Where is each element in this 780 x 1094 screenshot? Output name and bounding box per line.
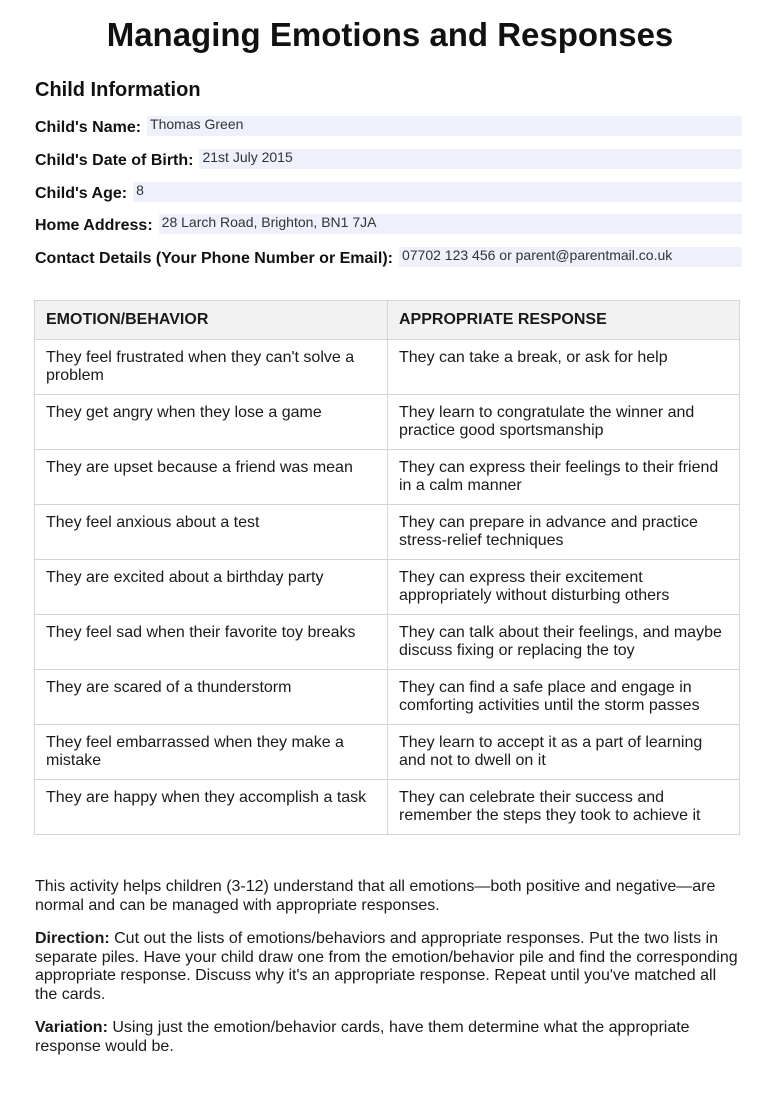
emotion-cell: They are excited about a birthday party bbox=[35, 559, 388, 614]
response-cell: They can celebrate their success and remember the steps they took to achieve it bbox=[388, 779, 740, 834]
table-header-row bbox=[35, 301, 740, 340]
table-row bbox=[35, 394, 740, 449]
page-title: Managing Emotions and Responses bbox=[106, 16, 674, 53]
table-row bbox=[35, 724, 740, 779]
emotion-cell: They get angry when they lose a game bbox=[35, 394, 388, 449]
table-row bbox=[35, 504, 740, 559]
response-cell: They learn to accept it as a part of learning and not to dwell on it bbox=[388, 724, 740, 779]
emotion-cell: They feel anxious about a test bbox=[35, 504, 388, 559]
response-cell: They can talk about their feelings, and maybe discuss fixing or replacing the toy bbox=[388, 614, 740, 669]
childs-age-label: Child's Age: bbox=[35, 185, 128, 202]
response-cell: They can prepare in advance and practice stress-relief techniques bbox=[388, 504, 740, 559]
childs-name-field[interactable]: Thomas Green bbox=[147, 116, 742, 136]
variation-label: Variation: bbox=[35, 1019, 108, 1036]
childs-age-field[interactable]: 8 bbox=[133, 182, 742, 202]
emotion-cell: They feel sad when their favorite toy breaks bbox=[35, 614, 388, 669]
emotion-cell: They feel embarrassed when they make a mistake bbox=[35, 724, 388, 779]
variation-paragraph bbox=[35, 1019, 742, 1056]
contact-details-row bbox=[35, 247, 742, 269]
table-row bbox=[35, 669, 740, 724]
contact-details-label: Contact Details (Your Phone Number or Email): bbox=[35, 250, 393, 267]
date-of-birth-label: Child's Date of Birth: bbox=[35, 152, 194, 169]
response-cell: They learn to congratulate the winner and practice good sportsmanship bbox=[388, 394, 740, 449]
emotion-cell: They are upset because a friend was mean bbox=[35, 449, 388, 504]
childs-name-row bbox=[35, 116, 742, 138]
direction-paragraph bbox=[35, 930, 742, 1004]
variation-text: Using just the emotion/behavior cards, have them determine what the appropriate response would be. bbox=[35, 1019, 690, 1055]
intro-paragraph: This activity helps children (3-12) understand that all emotions—both positive and negative—are normal and can be managed with appropriate responses. bbox=[35, 878, 716, 914]
contact-details-field[interactable]: 07702 123 456 or parent@parentmail.co.uk bbox=[399, 247, 742, 267]
table-row bbox=[35, 339, 740, 394]
direction-label: Direction: bbox=[35, 930, 110, 947]
home-address-label: Home Address: bbox=[35, 217, 153, 234]
table-row bbox=[35, 779, 740, 834]
table-row bbox=[35, 614, 740, 669]
emotions-table bbox=[34, 300, 740, 835]
date-of-birth-row bbox=[35, 149, 742, 171]
date-of-birth-field[interactable]: 21st July 2015 bbox=[199, 149, 742, 169]
appropriate-response-header: APPROPRIATE RESPONSE bbox=[388, 301, 740, 340]
response-cell: They can express their excitement appropriately without disturbing others bbox=[388, 559, 740, 614]
home-address-row bbox=[35, 214, 742, 236]
response-cell: They can take a break, or ask for help bbox=[388, 339, 740, 394]
childs-age-row bbox=[35, 182, 742, 204]
emotion-behavior-header: EMOTION/BEHAVIOR bbox=[35, 301, 388, 340]
response-cell: They can express their feelings to their friend in a calm manner bbox=[388, 449, 740, 504]
table-row bbox=[35, 559, 740, 614]
child-information-heading: Child Information bbox=[35, 79, 201, 101]
emotion-cell: They are happy when they accomplish a task bbox=[35, 779, 388, 834]
response-cell: They can find a safe place and engage in comforting activities until the storm passes bbox=[388, 669, 740, 724]
emotion-cell: They are scared of a thunderstorm bbox=[35, 669, 388, 724]
emotion-cell: They feel frustrated when they can't solve a problem bbox=[35, 339, 388, 394]
direction-text: Cut out the lists of emotions/behaviors and appropriate responses. Put the two lists in separate piles. Have your child draw one from the emotion/behavior pile and find the corresponding appropriate response. Discuss why it's an appropriate response. Repeat until you've matched all the cards. bbox=[35, 930, 738, 1003]
table-row bbox=[35, 449, 740, 504]
childs-name-label: Child's Name: bbox=[35, 119, 142, 136]
home-address-field[interactable]: 28 Larch Road, Brighton, BN1 7JA bbox=[159, 214, 742, 234]
